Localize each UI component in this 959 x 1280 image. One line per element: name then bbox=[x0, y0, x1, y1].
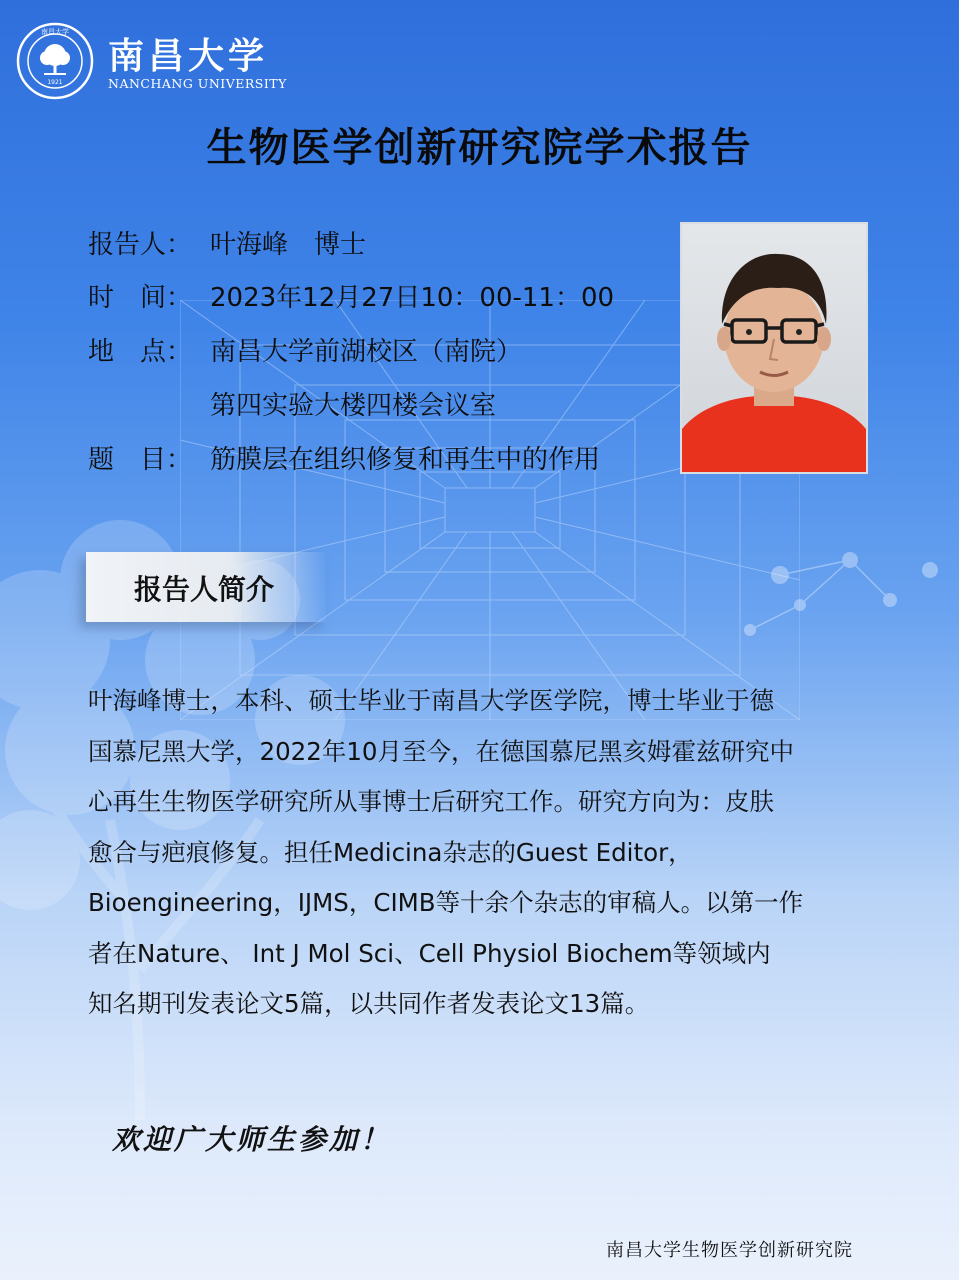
logo-chinese-name: 南昌大学 bbox=[108, 35, 269, 77]
bio-line: 知名期刊发表论文5篇，以共同作者发表论文13篇。 bbox=[88, 989, 650, 1018]
time-label: 时 间： bbox=[88, 283, 193, 313]
speaker-row bbox=[88, 228, 366, 262]
topic-label: 题 目： bbox=[88, 445, 193, 475]
intro-heading: 报告人简介 bbox=[134, 573, 275, 606]
speaker-photo bbox=[680, 222, 868, 474]
university-seal-icon bbox=[16, 22, 94, 100]
page-title: 生物医学创新研究院学术报告 bbox=[206, 125, 753, 171]
topic-row bbox=[88, 443, 600, 477]
welcome-message: 欢迎广大师生参加！ bbox=[112, 1123, 392, 1156]
time-row bbox=[88, 281, 614, 315]
seal-year: 1921 bbox=[47, 79, 63, 86]
time-value: 2023年12月27日10：00-11：00 bbox=[210, 283, 615, 313]
intro-heading-box bbox=[86, 552, 326, 622]
speaker-label: 报告人： bbox=[88, 230, 193, 260]
speaker-bio bbox=[88, 676, 888, 1030]
place-row bbox=[88, 335, 522, 369]
bio-line: 国慕尼黑大学，2022年10月至今，在德国慕尼黑亥姆霍兹研究中 bbox=[88, 736, 795, 766]
footer-organizer: 南昌大学生物医学创新研究院 bbox=[606, 1240, 853, 1261]
place-value-line2: 第四实验大楼四楼会议室 bbox=[210, 391, 497, 421]
logo-english-name: NANCHANG UNIVERSITY bbox=[108, 76, 287, 91]
seal-text: 南昌大学 bbox=[41, 28, 69, 36]
bio-line: Bioengineering，IJMS，CIMB等十余个杂志的审稿人。以第一作 bbox=[88, 888, 804, 917]
bio-line: 心再生生物医学研究所从事博士后研究工作。研究方向为：皮肤 bbox=[88, 787, 774, 816]
place-row-2 bbox=[88, 389, 496, 423]
university-logo bbox=[16, 22, 287, 102]
speaker-value: 叶海峰 博士 bbox=[210, 230, 367, 260]
place-label: 地 点： bbox=[88, 337, 193, 367]
molecule-dots-icon bbox=[600, 500, 959, 700]
bio-line: 叶海峰博士，本科、硕士毕业于南昌大学医学院，博士毕业于德 bbox=[88, 686, 774, 715]
place-value-line1: 南昌大学前湖校区（南院） bbox=[210, 337, 523, 367]
bio-line: 者在Nature、 Int J Mol Sci、Cell Physiol Biochem等领域内 bbox=[88, 938, 771, 968]
topic-value: 筋膜层在组织修复和再生中的作用 bbox=[210, 445, 601, 475]
bio-line: 愈合与疤痕修复。担任Medicina杂志的Guest Editor， bbox=[88, 837, 693, 867]
speaker-portrait-icon bbox=[682, 224, 866, 472]
